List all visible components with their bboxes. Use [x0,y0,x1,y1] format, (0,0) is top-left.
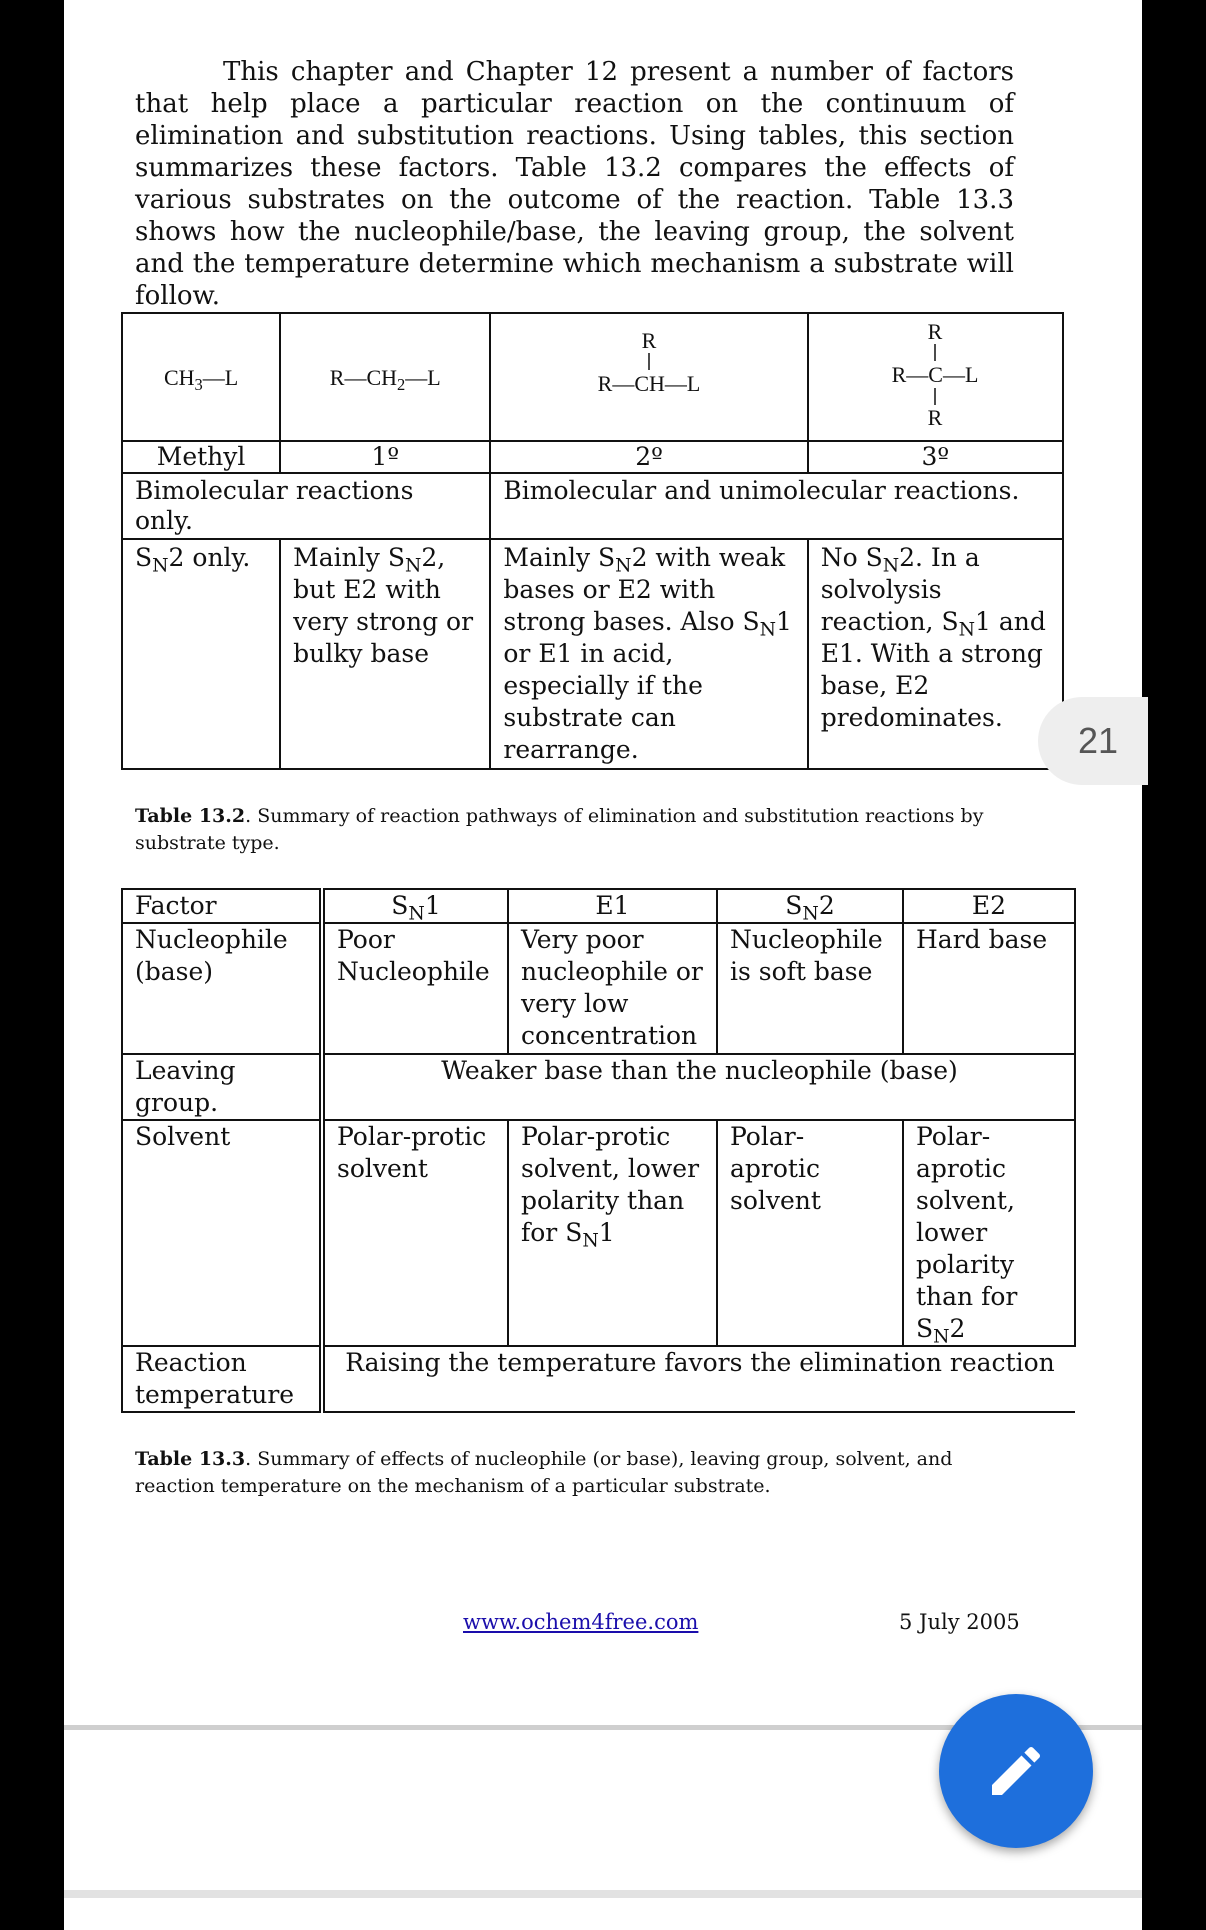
pathway-tertiary [808,539,1063,769]
solvent-e1 [508,1120,717,1346]
methyl-bond: —L [202,364,239,390]
header-factor: Factor [122,889,322,923]
footer-date: 5 July 2005 [899,1610,1020,1634]
solvent-e2 [903,1120,1075,1346]
subscript: N [882,555,900,577]
text-run: No S [820,543,883,572]
text-run: Mainly S [293,543,405,572]
factor-header-row [122,889,1075,923]
tertiary-top-r: R [928,319,943,344]
primary-formula-right: —L [405,364,441,390]
table-13-3-caption [135,1446,1014,1500]
primary-subscript: 2 [397,374,406,394]
bimolecular-only-cell: Bimolecular reactions only. [122,473,490,539]
caption-label: Table 13.2 [135,805,246,827]
next-page-top [64,1898,1142,1930]
text-run: 2, but E2 with very strong or bulky base [293,543,474,668]
caption-text: . Summary of effects of nucleophile (or base), leaving group, solvent, and reaction temperature on the mechanism of a particular substrate. [135,1448,953,1497]
degree-methyl: Methyl [122,441,280,473]
page-number-badge: 21 [1038,697,1148,785]
subscript: N [152,555,169,577]
text-run: 1 [598,1218,615,1247]
tertiary-bottom-r: R [928,405,943,430]
solvent-sn2: Polar-aprotic solvent [717,1120,903,1346]
text-run: S [391,891,409,920]
text-run: Polar-aprotic solvent, lower polarity than for S [916,1122,1018,1343]
degree-row [122,441,1063,473]
header-e1: E1 [508,889,717,923]
bimolecular-unimolecular-cell: Bimolecular and unimolecular reactions. [490,473,1063,539]
methyl-subscript: 3 [194,374,203,394]
text-run: 1 or E1 in acid, especially if the substrate can rearrange. [503,607,792,764]
degree-tertiary: 3º [808,441,1063,473]
nucleophile-label: Nucleophile (base) [122,923,322,1054]
bottom-divider [64,1890,1142,1898]
degree-primary: 1º [280,441,490,473]
intro-paragraph: This chapter and Chapter 12 present a number of factors that help place a particular reaction on the continuum of elimination and substitution reactions. Using tables, this section summarizes these factors. Table 13.2 compares the effects of various substrates on the outcome of the reaction. Table 13.3 shows how the nucleophile/base, the leaving group, the solvent and the temperature determine which mechanism a substrate will follow. [135,57,1014,311]
text-run: Polar-protic solvent, lower polarity than for S [521,1122,700,1247]
pathway-methyl [122,539,280,769]
subscript: N [933,1326,950,1348]
pathway-primary [280,539,490,769]
structure-primary [280,313,490,441]
pathway-row [122,539,1063,769]
pencil-icon [984,1739,1048,1803]
structure-secondary [490,313,807,441]
caption-text: . Summary of reaction pathways of elimination and substitution reactions by substrate type. [135,805,984,854]
text-run: 2 with weak bases or E2 with strong bases. Also S [503,543,786,636]
leaving-group-label: Leaving group. [122,1054,322,1120]
subscript: N [615,555,632,577]
degree-secondary: 2º [490,441,807,473]
header-sn1 [322,889,508,923]
subscript: N [958,619,975,641]
molecularity-row [122,473,1063,539]
subscript: N [582,1230,599,1252]
text-run: S [135,543,153,572]
secondary-top-r: R [641,328,657,353]
secondary-structure-svg [569,318,729,428]
primary-formula-left: R—CH [329,364,398,390]
text-run: 2 [949,1314,966,1343]
header-e2: E2 [903,889,1075,923]
text-run: 1 and E1. With a strong base, E2 predominates. [820,607,1046,732]
nucleophile-row [122,923,1075,1054]
structure-methyl [122,313,280,441]
solvent-row [122,1120,1075,1346]
edit-fab-button[interactable] [939,1694,1093,1848]
subscript: N [408,903,425,925]
temperature-value: Raising the temperature favors the elimination reaction [322,1346,1075,1412]
nucleophile-sn2: Nucleophile is soft base [717,923,903,1054]
header-sn2 [717,889,903,923]
caption-label: Table 13.3 [135,1448,246,1470]
text-run: 2. In a solvolysis reaction, S [820,543,980,636]
nucleophile-e2: Hard base [903,923,1075,1054]
text-run: 2 [818,891,835,920]
text-run: S [785,891,803,920]
text-run: 2 only. [168,543,251,572]
subscript: N [404,555,422,577]
structure-tertiary [808,313,1063,441]
website-link[interactable]: www.ochem4free.com [463,1610,699,1634]
subscript: N [759,619,776,641]
temperature-row [122,1346,1075,1412]
methyl-formula: CH [163,364,195,390]
leaving-group-row [122,1054,1075,1120]
nucleophile-sn1: Poor Nucleophile [322,923,508,1054]
text-run: 1 [424,891,441,920]
tertiary-main: R—C—L [891,362,979,387]
solvent-label: Solvent [122,1120,322,1346]
leaving-group-value: Weaker base than the nucleophile (base) [322,1054,1075,1120]
table-13-2 [121,312,1064,770]
subscript: N [802,903,819,925]
secondary-main: R—CH—L [597,371,701,396]
table-13-3 [121,888,1076,1413]
table-13-2-caption [135,803,1014,857]
pathway-secondary [490,539,807,769]
solvent-sn1: Polar-protic solvent [322,1120,508,1346]
text-run: Mainly S [503,543,616,572]
nucleophile-e1: Very poor nucleophile or very low concentration [508,923,717,1054]
temperature-label: Reaction temperature [122,1346,322,1412]
tertiary-structure-svg [855,315,1015,431]
structure-row [122,313,1063,441]
